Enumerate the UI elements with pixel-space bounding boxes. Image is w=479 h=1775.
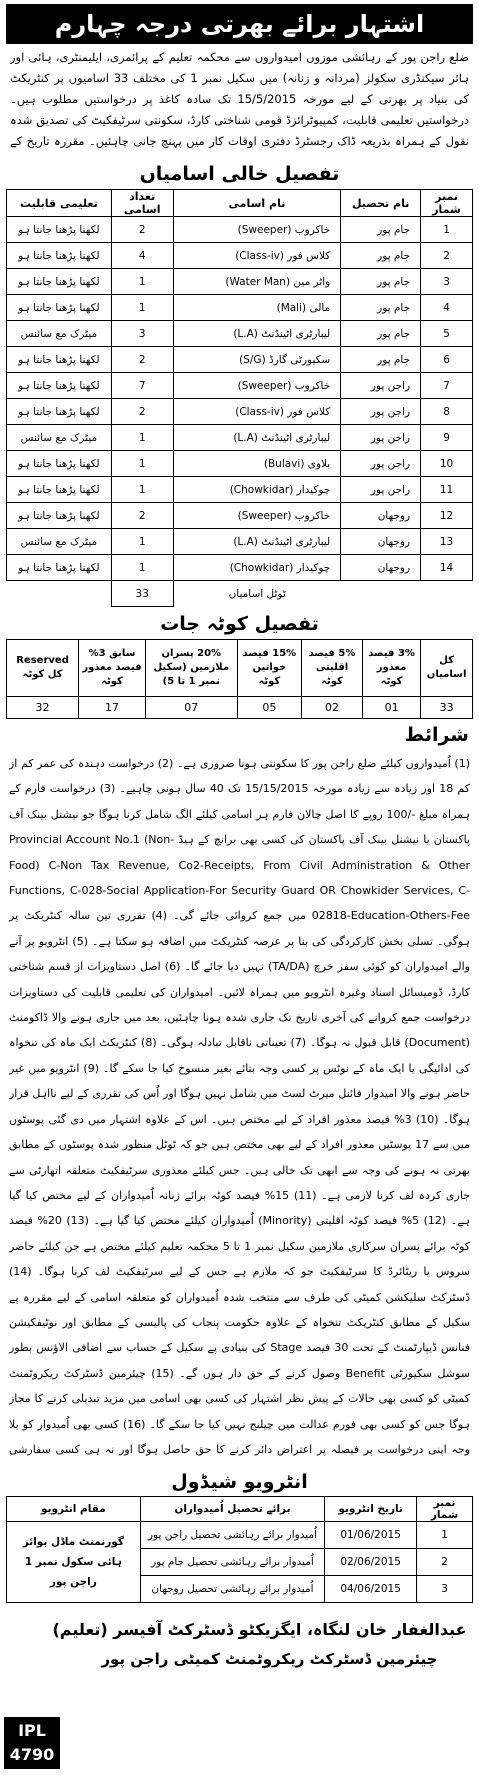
interview-for: اُمیدوار برائے رہائشی تحصیل راجن پور [140, 1522, 324, 1549]
post: خاکروب (Sweeper) [173, 217, 341, 243]
count: 1 [111, 529, 173, 555]
interview-date: 02/06/2015 [325, 1549, 417, 1576]
signature-officer: عبدالغفار خان لنگاہ، ایگزیکٹو ڈسٹرکٹ آفیسر (تعلیم) [52, 1620, 467, 1639]
interview-date: 04/06/2015 [325, 1576, 417, 1603]
serial: 11 [421, 477, 473, 503]
page-title: اشتہار برائے بھرتی درجہ چہارم [6, 4, 473, 44]
serial: 6 [421, 347, 473, 373]
quota-table [6, 639, 473, 719]
quota-value: 17 [79, 697, 146, 719]
header-tehsil: نام تحصیل [341, 190, 421, 217]
qualification: میٹرک مع سائنس [7, 321, 112, 347]
signature-committee: چیئرمین ڈسٹرکٹ ریکروٹمنٹ کمیٹی راجن پور [101, 1650, 438, 1668]
qualification: میٹرک مع سائنس [7, 529, 112, 555]
quota-header: 5% فیصد اقلیتی کوٹہ [302, 640, 363, 697]
interview-for: اُمیدوار برائے رہائشی تحصیل جام پور [140, 1549, 324, 1576]
serial: 14 [421, 555, 473, 581]
header-post: نام اسامی [173, 190, 341, 217]
quota-value: 05 [237, 697, 301, 719]
count: 3 [111, 321, 173, 347]
qualification: لکھنا پڑھنا جانتا ہو [7, 269, 112, 295]
qualification: لکھنا پڑھنا جانتا ہو [7, 399, 112, 425]
quota-header: 20% پسران ملازمین (سکیل نمبر 1 تا 5) [145, 640, 237, 697]
tehsil: راجن پور [341, 451, 421, 477]
serial: 1 [417, 1522, 473, 1549]
quota-header-row [7, 640, 473, 697]
table-row [7, 269, 473, 295]
post: بلاوی (Bulavi) [173, 451, 341, 477]
table-row [7, 477, 473, 503]
advertisement-page [0, 4, 479, 1775]
iv-header-for: برائے تحصیل اُمیدواران [140, 1497, 324, 1522]
ipl-number: 4790 [9, 1745, 55, 1764]
qualification: لکھنا پڑھنا جانتا ہو [7, 295, 112, 321]
serial: 7 [421, 373, 473, 399]
count: 2 [111, 399, 173, 425]
qualification: لکھنا پڑھنا جانتا ہو [7, 373, 112, 399]
post: چوکیدار (Chowkidar) [173, 477, 341, 503]
post: کلاس فور (Class-iv) [173, 243, 341, 269]
table-row [7, 1522, 473, 1549]
header-qualification: تعلیمی قابلیت [7, 190, 112, 217]
count: 2 [111, 347, 173, 373]
serial: 12 [421, 503, 473, 529]
table-row [7, 373, 473, 399]
table-row [7, 503, 473, 529]
serial: 10 [421, 451, 473, 477]
quota-value: 01 [362, 697, 420, 719]
iv-header-serial: نمبر شمار [417, 1497, 473, 1522]
post: لیبارٹری اٹینڈنٹ (L.A) [173, 425, 341, 451]
table-row [7, 217, 473, 243]
qualification: میٹرک مع سائنس [7, 425, 112, 451]
quota-value: 32 [7, 697, 79, 719]
tehsil: جام پور [341, 269, 421, 295]
table-row [7, 243, 473, 269]
qualification: لکھنا پڑھنا جانتا ہو [7, 347, 112, 373]
tehsil: جام پور [341, 217, 421, 243]
post: کلاس فور (Class-iv) [173, 399, 341, 425]
post: مالی (Mali) [173, 295, 341, 321]
tehsil: جام پور [341, 243, 421, 269]
quota-value: 07 [145, 697, 237, 719]
ipl-badge [4, 1717, 60, 1769]
count: 1 [111, 451, 173, 477]
serial: 13 [421, 529, 473, 555]
count: 4 [111, 243, 173, 269]
total-row [7, 581, 473, 607]
interview-date: 01/06/2015 [325, 1522, 417, 1549]
header-serial: نمبر شمار [421, 190, 473, 217]
serial: 8 [421, 399, 473, 425]
serial: 1 [421, 217, 473, 243]
iv-header-venue: مقام انٹرویو [7, 1497, 141, 1522]
qualification: لکھنا پڑھنا جانتا ہو [7, 555, 112, 581]
interview-header-row [7, 1497, 473, 1522]
serial: 4 [421, 295, 473, 321]
intro-paragraph: ضلع راجن پور کے رہائشی موزوں امیدواروں سے محکمہ تعلیم کے پرائمری، ایلیمنٹری، ہائی اور ہائر سیکنڈری سکولز (مردانہ و زنانہ) میں سکیل نمبر 1 کی مختلف 33 اسامیوں پر کنٹریکٹ کی بنیاد پر بھرتی کے لیے مورخہ 15/5/2015 تک سادہ کاغذ پر درخواستیں مطلوب ہیں۔ درخواستیں تعلیمی قابلیت، کمپیوٹرائزڈ قومی شناختی کارڈ، سکونتی سرٹیفکیٹ کی تصدیق شدہ نقول کے ہمراہ بذریعہ ڈاک رجسٹرڈ دفتری اوقات کار میں پہنچ جانی چاہئیں۔ مقررہ تاریخ کے [10, 50, 469, 148]
total-label: ٹوٹل اسامیاں [228, 587, 286, 600]
post: خاکروب (Sweeper) [173, 503, 341, 529]
table-row [7, 555, 473, 581]
serial: 9 [421, 425, 473, 451]
tehsil: راجن پور [341, 425, 421, 451]
tehsil: روجھان [341, 503, 421, 529]
tehsil: جام پور [341, 321, 421, 347]
interview-for: اُمیدوار برائے رہائشی تحصیل روجھان [140, 1576, 324, 1603]
quota-value: 33 [421, 697, 473, 719]
header-count: تعداد اسامی [111, 190, 173, 217]
interview-section-title: انٹرویو شیڈول [171, 1471, 308, 1493]
table-row [7, 529, 473, 555]
post: لیبارٹری اٹینڈنٹ (L.A) [173, 321, 341, 347]
terms-section-title: شرائط [404, 724, 469, 746]
serial: 3 [421, 269, 473, 295]
qualification: لکھنا پڑھنا جانتا ہو [7, 243, 112, 269]
tehsil: روجھان [341, 555, 421, 581]
interview-table [6, 1496, 473, 1603]
count: 1 [111, 555, 173, 581]
quota-header: 15% فیصد خواتین کوٹہ [237, 640, 301, 697]
terms-paragraph: (1) اُمیدواروں کیلئے ضلع راجن پور کا سکونتی ہونا ضروری ہے۔ (2) درخواست دہندہ کی عمر کم از کم 18 اور زیادہ سے زیادہ مورخہ 15/15/2015 تک 40 سال ہونی چاہیے۔ (3) درخواست فارم کے ہمراہ مبلغ -/100 روپے کا اصل چالان فارم ہر اسامی کیلئے الگ شامل کرنا ہوگا جو نیشنل بینک آف پاکستان یا نیشنل بینک آف پاکستان کی کسی بھی برانچ کے ہیڈ Provincial Account No.1 (Non-Food) C-Non Tax Revenue, Co2-Receipts, From Civil Administration & Other Functions, C-028-Social Application-For Security Guard OR Chowkider Services, C-02818-Education-Others-Fee میں جمع کروائی جائے گی۔ (4) تقرری تین سالہ کنٹریکٹ پر ہوگی۔ تسلی بخش کارکردگی کی بنا پر عرصہ کنٹریکٹ میں اضافہ ہو سکتا ہے۔ (5) انٹرویو پر آنے والے امیدواران کو کوئی سفر خرچ (TA/DA) نہیں دیا جائے گا۔ (6) اصل دستاویزات از قسم شناختی کارڈ، ڈومیسائل اسناد وغیرہ انٹرویو میں ہمراہ لائیں۔ امیدواران کی تعلیمی قابلیت کی دستاویزات درخواست جمع کروانے کی آخری تاریخ تک جاری شدہ ہونا چاہئیں، بعد میں جاری ہونے والا ڈاکومنٹ (Document) قابل قبول نہ ہوگا۔ (7) تعیناتی ناقابل تبادلہ ہوگی۔ (8) کنٹریکٹ ایک ماہ کی تنخواہ کی ادائیگی یا ایک ماہ کے نوٹس پر کسی وجہ بتائے بغیر منسوخ کیا جا سکے گا۔ (9) انٹرویو میں غیر حاضر ہونے والا امیدوار فائنل میرٹ لسٹ میں شامل نہیں ہوگا اور اُس کی تقرری کے لیے نااہل قرار ہوگا۔ (10) 3% فیصد معذور افراد کے لیے مختص ہیں۔ اس کے علاوہ اشتہار میں دی گئی پوسٹوں میں سے 17 پوسٹیں معذور افراد کے لیے بھی مختص ہیں جو کہ ٹوٹل منظور شدہ پوسٹوں کے مطابق بھرتی نہ ہونے کی وجہ سے ابھی تک خالی ہیں۔ جس کیلئے معذوری سرٹیفکیٹ متعلقہ اتھارٹی سے جاری کردہ لف کرنا لازمی ہے۔ (11) 15% فیصد کوٹہ برائے زنانہ اُمیدواران کے لیے مختص کیا گیا ہے۔ (12) 5% فیصد کوٹہ اقلیتی (Minority) اُمیدواران کیلئے مختص کیا گیا ہے۔ (13) 20% فیصد کوٹہ برائے پسران سرکاری ملازمین سکیل نمبر 1 تا 5 محکمہ تعلیم کیلئے مختص ہے جن کیلئے حاضر سروس یا ریٹائرڈ کا سرٹیفکیٹ جو کہ ملازم ہے جس کے لیے سرٹیفکیٹ لف کرنا ہوگا۔ (14) ڈسٹرکٹ سلیکشن کمیٹی کی طرف سے منتخب شدہ اُمیدواران کو متعلقہ اسامی کے لیے مقررہ پے سکیل کے مطابق کنٹریکٹ تنخواہ کے علاوہ حکومت پنجاب کی پالیسی کے مطابق اور نوٹیفکیشن فنانس ڈیپارٹمنٹ کے تحت 30 فیصد Stage کی بنیادی پے سکیل کے حساب سے اضافی الاؤنس بطور سوشل سکیورٹی Benefit وصول کرنے کے حق دار ہوں گے۔ (15) چیئرمین ڈسٹرکٹ ریکروٹمنٹ کمیٹی کو کسی بھی حالات کے پیش نظر اشتہار کی کسی بھی اسامی میں مزید تبدیلی کرنے کا مجاز ہوگا جس کو کسی بھی فورم عدالت میں چیلنج نہیں کیا جا سکے گا۔ (16) کسی بھی اُمیدوار کو بلا وجہ اپنی درخواست پر فیصلہ پر اعتراض دائر کرنے کا حق حاصل ہوگا اور نہ ہی کسی سفارشی [9, 757, 470, 1456]
table-row [7, 295, 473, 321]
count: 1 [111, 295, 173, 321]
serial: 2 [417, 1549, 473, 1576]
tehsil: روجھان [341, 529, 421, 555]
serial: 5 [421, 321, 473, 347]
quota-section-title: تفصیل کوٹہ جات [160, 613, 319, 635]
post: واٹر مین (Water Man) [173, 269, 341, 295]
iv-header-date: تاریخ انٹرویو [325, 1497, 417, 1522]
ipl-label: IPL [18, 1721, 46, 1740]
post: چوکیدار (Chowkidar) [173, 555, 341, 581]
quota-header: Reserved کل کوٹہ [7, 640, 79, 697]
post: لیبارٹری اٹینڈنٹ (L.A) [173, 529, 341, 555]
count: 2 [111, 503, 173, 529]
tehsil: راجن پور [341, 373, 421, 399]
table-row [7, 399, 473, 425]
count: 1 [111, 269, 173, 295]
tehsil: جام پور [341, 295, 421, 321]
post: سکیورٹی گارڈ (S/G) [173, 347, 341, 373]
table-row [7, 321, 473, 347]
qualification: لکھنا پڑھنا جانتا ہو [7, 217, 112, 243]
table-row [7, 425, 473, 451]
count: 7 [111, 373, 173, 399]
count: 1 [111, 425, 173, 451]
qualification: لکھنا پڑھنا جانتا ہو [7, 503, 112, 529]
table-row [7, 451, 473, 477]
serial: 3 [417, 1576, 473, 1603]
tehsil: راجن پور [341, 399, 421, 425]
interview-venue: گورنمنٹ ماڈل بوائز ہائی سکول نمبر 1 راجن پور [7, 1522, 141, 1603]
quota-header: سابق 3% فیصد معذور کوٹہ [79, 640, 146, 697]
quota-header: 3% فیصد معذور کوٹہ [362, 640, 420, 697]
serial: 2 [421, 243, 473, 269]
table-row [7, 347, 473, 373]
count: 1 [111, 477, 173, 503]
post: خاکروب (Sweeper) [173, 373, 341, 399]
tehsil: راجن پور [341, 477, 421, 503]
vacancy-table [6, 189, 473, 607]
quota-value-row [7, 697, 473, 719]
count: 2 [111, 217, 173, 243]
quota-value: 02 [302, 697, 363, 719]
total-count: 33 [111, 581, 173, 607]
quota-header: کل اسامیاں [421, 640, 473, 697]
vacancy-section-title: تفصیل خالی اسامیاں [139, 163, 340, 185]
qualification: لکھنا پڑھنا جانتا ہو [7, 451, 112, 477]
qualification: لکھنا پڑھنا جانتا ہو [7, 477, 112, 503]
vacancy-header-row [7, 190, 473, 217]
tehsil: جام پور [341, 347, 421, 373]
